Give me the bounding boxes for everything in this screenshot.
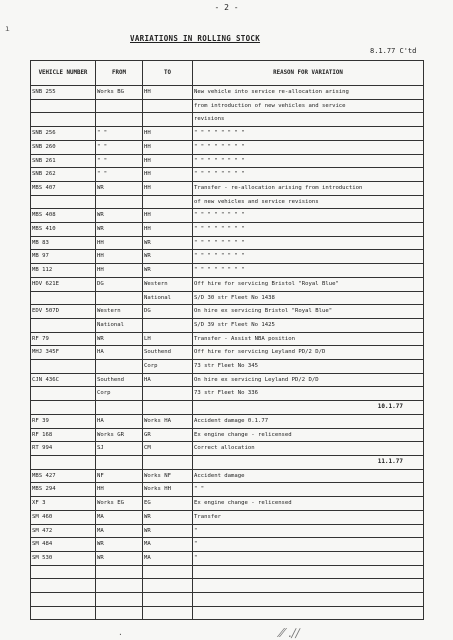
table-row (31, 373, 424, 387)
table-row (31, 318, 424, 332)
cell-to: WR (143, 510, 193, 524)
cell-vehicle-number: SM 530 (31, 551, 96, 565)
table-row (31, 332, 424, 346)
cell-vehicle-number: MBS 294 (31, 483, 96, 497)
cell-from: " " (96, 154, 143, 168)
cell-to: WR (143, 236, 193, 250)
cell-to: GR (143, 428, 193, 442)
cell-to: HH (143, 168, 193, 182)
table-row (31, 291, 424, 305)
cell-vehicle-number (31, 592, 96, 606)
header-from: FROM (96, 61, 143, 86)
cell-to: DG (143, 305, 193, 319)
cell-from: " " (96, 140, 143, 154)
cell-from: HH (96, 483, 143, 497)
cell-vehicle-number: MHJ 345F (31, 346, 96, 360)
cell-reason: " " " " " " " " (193, 250, 424, 264)
cell-reason: Off hire for servicing Leyland PD/2 D/D (193, 346, 424, 360)
cell-to: Works NF (143, 469, 193, 483)
table-row (31, 195, 424, 209)
cell-from: MA (96, 524, 143, 538)
cell-from: WR (96, 209, 143, 223)
cell-reason: S/D 39 str Fleet No 1425 (193, 318, 424, 332)
cell-vehicle-number: SM 472 (31, 524, 96, 538)
cell-from (96, 592, 143, 606)
cell-reason: " " " " " " " " (193, 140, 424, 154)
cell-to: WR (143, 524, 193, 538)
cell-to (143, 195, 193, 209)
cell-reason: " (193, 538, 424, 552)
cell-from: Works EG (96, 497, 143, 511)
cell-reason: " " " " " " " " (193, 209, 424, 223)
cell-reason: On hire ex servicing Bristol "Royal Blue" (193, 305, 424, 319)
cell-vehicle-number: SNB 256 (31, 127, 96, 141)
cell-vehicle-number: XF 3 (31, 497, 96, 511)
cell-reason: 73 str Fleet No 336 (193, 387, 424, 401)
cell-reason: " " " " " " " " (193, 264, 424, 278)
cell-vehicle-number: MB 97 (31, 250, 96, 264)
cell-from (96, 455, 143, 469)
cell-to: HH (143, 209, 193, 223)
date-row (31, 455, 424, 469)
cell-from: Works BG (96, 86, 143, 100)
cell-vehicle-number (31, 360, 96, 374)
cell-reason: revisions (193, 113, 424, 127)
cell-reason: " " " " " " " " (193, 168, 424, 182)
cell-reason: " " " " " " " " (193, 154, 424, 168)
cell-vehicle-number: MB 112 (31, 264, 96, 278)
cell-reason: " " " " " " " " (193, 127, 424, 141)
cell-reason (193, 592, 424, 606)
cell-reason: " (193, 551, 424, 565)
cell-reason: Transfer (193, 510, 424, 524)
header-vehicle-number: VEHICLE NUMBER (31, 61, 96, 86)
table-row (31, 250, 424, 264)
table-row (31, 209, 424, 223)
cell-to: WR (143, 250, 193, 264)
cell-to: EG (143, 497, 193, 511)
table-row (31, 606, 424, 620)
table-row (31, 497, 424, 511)
cell-reason: 11.1.77 (193, 455, 424, 469)
cell-vehicle-number: SNB 262 (31, 168, 96, 182)
cell-from: Southend (96, 373, 143, 387)
cell-from (96, 360, 143, 374)
cell-to: MA (143, 551, 193, 565)
cell-to (143, 579, 193, 593)
table-body (31, 86, 424, 620)
cell-to: HH (143, 154, 193, 168)
cell-from: WR (96, 538, 143, 552)
cell-reason: " " " " " " " " (193, 223, 424, 237)
header-reason: REASON FOR VARIATION (193, 61, 424, 86)
cell-reason (193, 606, 424, 620)
cell-from: HH (96, 250, 143, 264)
cell-to (143, 565, 193, 579)
table-row (31, 592, 424, 606)
cell-vehicle-number: SM 460 (31, 510, 96, 524)
cell-vehicle-number: HDV 621E (31, 277, 96, 291)
cell-from (96, 579, 143, 593)
cell-vehicle-number (31, 291, 96, 305)
cell-reason: " (193, 524, 424, 538)
cell-vehicle-number (31, 401, 96, 415)
cell-from: Corp (96, 387, 143, 401)
rolling-stock-table (30, 60, 424, 620)
margin-mark: ı (5, 24, 10, 33)
cell-to (143, 592, 193, 606)
cell-from: " " (96, 168, 143, 182)
table-row (31, 346, 424, 360)
cell-from: HH (96, 264, 143, 278)
cell-vehicle-number: EDV 507D (31, 305, 96, 319)
table-row (31, 414, 424, 428)
table-row (31, 524, 424, 538)
header-to: TO (143, 61, 193, 86)
cell-from (96, 565, 143, 579)
date-row (31, 401, 424, 415)
cell-vehicle-number: RF 168 (31, 428, 96, 442)
cell-reason: S/D 30 str Fleet No 1438 (193, 291, 424, 305)
document-title: VARIATIONS IN ROLLING STOCK (130, 34, 261, 43)
cell-to (143, 387, 193, 401)
cell-from: HA (96, 346, 143, 360)
cell-to: Corp (143, 360, 193, 374)
cell-reason: Correct allocation (193, 442, 424, 456)
cell-vehicle-number (31, 565, 96, 579)
cell-reason: New vehicle into service re-allocation arising (193, 86, 424, 100)
cell-from (96, 401, 143, 415)
cell-to: Works HA (143, 414, 193, 428)
table-row (31, 483, 424, 497)
cell-to: CM (143, 442, 193, 456)
cell-vehicle-number: SM 484 (31, 538, 96, 552)
cell-from: Works GR (96, 428, 143, 442)
cell-from (96, 291, 143, 305)
table-header-row (31, 61, 424, 86)
cell-reason: Transfer - re-allocation arising from introduction (193, 181, 424, 195)
cell-vehicle-number: SNB 260 (31, 140, 96, 154)
cell-vehicle-number: SNB 261 (31, 154, 96, 168)
cell-reason: " " (193, 483, 424, 497)
table-row (31, 168, 424, 182)
cell-from: WR (96, 551, 143, 565)
cell-reason: from introduction of new vehicles and service (193, 99, 424, 113)
cell-to: MA (143, 538, 193, 552)
cell-vehicle-number (31, 606, 96, 620)
table-row (31, 127, 424, 141)
table-row (31, 510, 424, 524)
cell-reason (193, 565, 424, 579)
cell-vehicle-number: SNB 255 (31, 86, 96, 100)
cell-vehicle-number (31, 195, 96, 209)
cell-to: HH (143, 127, 193, 141)
cell-from: DG (96, 277, 143, 291)
cell-to (143, 99, 193, 113)
cell-to: HH (143, 140, 193, 154)
cell-from: MA (96, 510, 143, 524)
cell-to (143, 113, 193, 127)
cell-to: WR (143, 264, 193, 278)
cell-from: HA (96, 414, 143, 428)
cell-to: Southend (143, 346, 193, 360)
table-row (31, 442, 424, 456)
table-row (31, 86, 424, 100)
table-row (31, 305, 424, 319)
cell-from: National (96, 318, 143, 332)
cell-vehicle-number: RF 39 (31, 414, 96, 428)
cell-to (143, 401, 193, 415)
stray-dot: . (118, 628, 123, 637)
cell-reason: Accident damage (193, 469, 424, 483)
table-row (31, 154, 424, 168)
signature: ⁄⁄ .∕∕ (280, 626, 300, 640)
table-row (31, 140, 424, 154)
page-number: - 2 - (214, 3, 239, 12)
cell-vehicle-number: RF 79 (31, 332, 96, 346)
table-row (31, 551, 424, 565)
cell-vehicle-number (31, 113, 96, 127)
cell-vehicle-number (31, 579, 96, 593)
cell-vehicle-number: CJN 436C (31, 373, 96, 387)
table-row (31, 223, 424, 237)
cell-to: Works HH (143, 483, 193, 497)
cell-vehicle-number: MBS 407 (31, 181, 96, 195)
cell-vehicle-number: MBS 427 (31, 469, 96, 483)
cell-from: WR (96, 332, 143, 346)
cell-from: SJ (96, 442, 143, 456)
cell-vehicle-number (31, 387, 96, 401)
cell-from (96, 113, 143, 127)
cell-to: HH (143, 181, 193, 195)
cell-to (143, 606, 193, 620)
cell-reason: Transfer - Assist NBA position (193, 332, 424, 346)
cell-reason: On hire ex servicing Leyland PD/2 D/D (193, 373, 424, 387)
cell-reason (193, 579, 424, 593)
cell-vehicle-number: MBS 410 (31, 223, 96, 237)
table-row (31, 360, 424, 374)
table-row (31, 99, 424, 113)
cell-from: WR (96, 181, 143, 195)
cell-to (143, 455, 193, 469)
cell-reason: Ex engine change - relicensed (193, 497, 424, 511)
table-row (31, 565, 424, 579)
cell-from: " " (96, 127, 143, 141)
cell-reason: 10.1.77 (193, 401, 424, 415)
table-row (31, 579, 424, 593)
cell-to: National (143, 291, 193, 305)
cell-from (96, 606, 143, 620)
cell-to: HH (143, 223, 193, 237)
cell-to: Western (143, 277, 193, 291)
cell-reason: " " " " " " " " (193, 236, 424, 250)
cell-vehicle-number: MB 83 (31, 236, 96, 250)
table-row (31, 428, 424, 442)
table-row (31, 113, 424, 127)
cell-from (96, 195, 143, 209)
cell-from: Western (96, 305, 143, 319)
cell-vehicle-number (31, 318, 96, 332)
cell-reason: Ex engine change - relicensed (193, 428, 424, 442)
cell-reason: 73 str Fleet No 345 (193, 360, 424, 374)
cell-reason: of new vehicles and service revisions (193, 195, 424, 209)
table-row (31, 469, 424, 483)
continued-date: 8.1.77 C'td (370, 47, 417, 55)
cell-vehicle-number: MBS 408 (31, 209, 96, 223)
cell-to: HH (143, 86, 193, 100)
table-row (31, 236, 424, 250)
cell-reason: Off hire for servicing Bristol "Royal Blue" (193, 277, 424, 291)
table-row (31, 538, 424, 552)
cell-from: HH (96, 236, 143, 250)
cell-from: NF (96, 469, 143, 483)
cell-vehicle-number (31, 455, 96, 469)
table-row (31, 387, 424, 401)
table-row (31, 264, 424, 278)
cell-from: WR (96, 223, 143, 237)
table-row (31, 277, 424, 291)
cell-to: LH (143, 332, 193, 346)
cell-to: HA (143, 373, 193, 387)
table-row (31, 181, 424, 195)
cell-from (96, 99, 143, 113)
cell-reason: Accident damage 0.1.77 (193, 414, 424, 428)
cell-vehicle-number (31, 99, 96, 113)
cell-vehicle-number: RT 994 (31, 442, 96, 456)
cell-to (143, 318, 193, 332)
